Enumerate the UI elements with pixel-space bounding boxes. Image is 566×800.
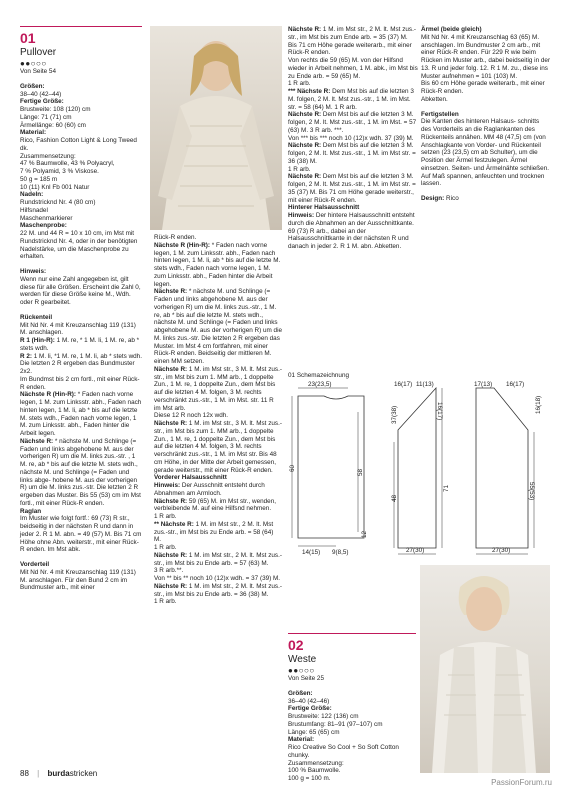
material-heading: Material: (288, 736, 315, 744)
text-a: Rück-R enden. (154, 234, 197, 241)
front-text: Mit Nd Nr. 4 mit Kreuzanschlag 119 (131) M. anschlagen. Für den Bund 2 cm im Bundmuster arb., mit einer (20, 568, 136, 592)
difficulty-rating: ●●○○○ (20, 59, 47, 68)
back-text: Mit Nd Nr. 4 mit Kreuzanschlag 119 (131) M. anschlagen. (20, 321, 136, 337)
sizes-heading: Größen: (20, 82, 45, 90)
row1-label: R 1 (Hin-R): (20, 337, 55, 344)
page-number: 88 (20, 769, 29, 778)
sizes-heading: Größen: (288, 689, 313, 697)
material-heading: Material: (20, 129, 47, 137)
next-row-label: Nächste R (Hin-R): (20, 391, 77, 399)
material-text: Rico, Fashion Cotton Light & Long Tweed dk. Zusammensetzung: 47 % Baumwolle, 43 % Polyacryl, 7 % Polyamid, 3 % Viskose. 50 g = 185 m 10 (11) Knl Fb 001 Natur (20, 137, 137, 191)
sleeve-bottom-label: 27(30) (492, 547, 511, 554)
next-row2-text: * nächste M. und Schlinge (= Faden und links abgehobene M. aus der vorherigen R) um die M. links zus.-str. , 1 M. re, ab * bis auf die letzte M. stets wdh., nächste M. und Schlinge (= Faden und links abge- hobene M. aus der vorherigen R) um die M. links zus.-str. Die letzten 2 R ergeben das Muster. Bis 55 (53) cm im Mst fortl., mit einer Rück-R enden. (20, 437, 141, 507)
text-i: 1 M. im Mst str., 2 M. lt. Mst zus.-str., im Mst bis zu Ende arb. = 36 (38) M. 1 R arb. (154, 582, 282, 606)
hint-text: Wenn nur eine Zahl angegeben ist, gilt diese für alle Größen. Erscheint die Zahl 0, werden für diese Größe keine M., Wdh. oder R gearbeitet. (20, 275, 141, 306)
text-f: 59 (65) M. im Mst str., wenden, verbleibende M. auf eine Hilfsnd nehmen. 1 R arb. (154, 497, 276, 520)
label-e: Nächste R: (288, 173, 322, 181)
design-label: Design: (421, 195, 445, 202)
back-neck-hint-text: Der hintere Halsausschnitt entsteht durch die Abnahmen an der Ausschnittkante. 69 (73) R arb., dabei an der Halsausschnittkante in der nächsten R und danach in jeder 2. R 1 M. abn. Abketten. (288, 212, 415, 250)
back-inner-label: 58 (357, 468, 364, 476)
brand-name: burda (47, 769, 70, 778)
pattern-02-column (288, 633, 416, 783)
pattern-number: 02 (288, 637, 304, 653)
front-h-label: 48 (391, 494, 398, 502)
back-height-label: 60 (289, 464, 296, 472)
neck-hint-text: Der Ausschnitt entsteht durch Abnahmen am Armloch. (154, 482, 265, 497)
front-bottom-label: 27(30) (406, 547, 425, 554)
back-bottom2-label: 9(8,5) (332, 549, 349, 556)
section-rule (288, 633, 416, 634)
watermark: PassionForum.ru (491, 778, 552, 787)
text-c: * nächste M. und Schlinge (= Faden und links abgehobene M. aus der vorherigen R) um die M. links zus.-str., 1 M. re, ab * bis auf die letzte M. stets wdh., nächste M. und Schlinge (= Faden und links abgehobene M. aus der vorherigen R) um die M. links zus.-str. Die letzten 2 R ergeben das Muster. Im Mst 4 cm fortfahren, mit einer Rück-R enden. Beidseitig der mittleren M. einen MM setzen. (154, 288, 283, 365)
schematic-drawing (288, 372, 550, 560)
next-row2-label: Nächste R: (20, 437, 54, 445)
pattern-title: Pullover (20, 47, 57, 58)
back-heading: Rückenteil (20, 313, 53, 321)
pattern-01-column (20, 26, 142, 592)
label-i: Nächste R: (154, 582, 188, 590)
pattern-title: Weste (288, 654, 317, 665)
needles-text: Rundstricknd Nr. 4 (80 cm) Hilfsnadel Maschenmarkierer (20, 199, 96, 222)
page-reference: Von Seite 25 (288, 675, 324, 682)
label-d: Nächste R: (154, 365, 188, 373)
pullover-photo (150, 26, 282, 230)
text-e: Dem Mst bis auf die letzten 3 M. folgen, 2 M. lt. Mst zus.-str., 1 M. im Mst str. = 35 (37) M. Bis 71 cm Höhe gerade weiterstr., mit einer Rück-R enden. (288, 173, 416, 204)
label-f: Nächste R: (154, 497, 188, 505)
finishing-text: Die Kanten des hinteren Halsaus- schnitts des Vorderteils an die Raglankanten des Rückenteils annähen. MM 48 (47,5) cm (von Anschlagkante von Vorder- und Rückenteil setzen (23 (23,5) cm ab Schulter), um die Position der Ärmel festzulegen. Ärmel einsetzen. Seiten- und Ärmelnähte schließen. Auf Maß spannen, anfeuchten und trocknen lassen. (421, 118, 550, 188)
pattern-01-column-3 (288, 26, 418, 251)
front-top1-label: 16(17) (394, 381, 413, 388)
next-row-text: * Faden nach vorne legen, 1 M. zum Linksstr. abh., Faden nach hinten legen, 1 M. li, ab * bis auf die letzte M. stets wdh., Faden nach vorne legen, 1 M. zum Linksstr. abh., Faden hinter die Arbeit legen. (20, 391, 142, 437)
front-piece-outline (398, 388, 436, 548)
raglan-text: Im Muster wie folgt fortf.: 69 (73) R str., beidseitig in der nächsten R und dann in jeder 2. R 1 M. abn. = 49 (57) M. Bis 71 cm Höhe ohne Abn. weiterstr., mit einer Rück-R enden. Im Mst abk. (20, 515, 142, 554)
text-d: Dem Mst bis auf die letzten 3 M. folgen, 2 M. lt. Mst zus.-str., 1 M. im Mst str. = 36 (38) M. 1 R arb. (288, 142, 416, 173)
front-side-label: 16(17) (436, 402, 443, 421)
label-c: Nächste R: (154, 288, 188, 296)
text-b: Dem Mst bis auf die letzten 3 M. folgen, 2 M. lt. Mst zus.-str., 1 M. im Mst. str. = 58 (64) M. 1 R arb. (288, 88, 414, 111)
text-h: 1 M. im Mst str., 2 M. lt. Mst zus.-str., im Mst bis zu Ende arb. = 57 (63) M. 3 R arb.**. Von ** bis ** noch 10 (12)x wdh. = 37 (39) M. (154, 551, 282, 582)
back-neck-heading: Hinterer Halsausschnitt (288, 204, 360, 212)
text-a: 1 M. im Mst str., 2 M. lt. Mst zus.-str., im Mst bis zum Ende arb. = 35 (37) M. Bis 71 cm Höhe gerade weiterarb., mit einer Rück-R enden. Von rechts die 59 (65) M. von der Hilfsnd wieder in Arbeit nehmen, 1 M. abk., im Mst bis zu Ende arb. = 59 (65) M. 1 R arb. (288, 26, 418, 88)
finished-size-text: Brustweite: 108 (120) cm Länge: 71 (71) cm Ärmellänge: 60 (60) cm (20, 106, 91, 129)
brand-suffix: stricken (69, 769, 98, 778)
sleeve-side-label: 16(18) (535, 395, 542, 414)
finished-size-heading: Fertige Größe: (288, 705, 332, 713)
model-illustration (150, 26, 282, 230)
pattern-01-column-4 (421, 26, 551, 203)
pattern-number: 01 (20, 30, 36, 46)
row2-label: R 2: (20, 352, 32, 360)
section-rule (20, 26, 142, 27)
back-bottom1-label: 14(15) (302, 549, 321, 556)
front-neck-heading: Vorderer Halsausschnitt (154, 474, 227, 482)
label-c: Nächste R: (288, 111, 322, 119)
neck-hint-label: Hinweis: (154, 482, 181, 489)
label-e: Nächste R: (154, 420, 188, 427)
pattern-01-column-2 (154, 234, 282, 606)
front-top2-label: 11(13) (416, 381, 434, 388)
back-small-label: 12 (361, 530, 368, 538)
text-e: 1 M. im Mst str., 3 M. lt. Mst zus.-str., im Mst bis zum 1. MM arb., 1 doppelte Zun., 1 M. re, 1 doppelte Zun., dem Mst bis auf die letzten 4 M. folgen, 3 M. rechts verschränkt zus.-str., 1 M. im Mst str. Bis 48 cm Höhe, in der Mitte der Arbeit gemessen, gerade weiterstr., mit einer Rück-R enden. (154, 420, 282, 474)
gauge-heading: Maschenprobe: (20, 222, 67, 230)
back-piece-outline (298, 396, 364, 538)
label-g: ** Nächste R: (154, 520, 194, 528)
front-raglan-label: 37(38) (391, 405, 398, 424)
row1-text: 1 M. re, * 1 M. li, 1 M. re, ab * stets wdh. (20, 337, 140, 352)
model-illustration (420, 565, 550, 773)
label-b: *** Nächste R: (288, 88, 331, 95)
difficulty-rating: ●●○○○ (288, 666, 315, 675)
material-text: Rico Creative So Cool + So Soft Cotton chunky. Zusammensetzung: 100 % Baumwolle. 100 g = 100 m. (288, 744, 399, 782)
schematic-title: 01 Schemazeichnung (288, 372, 350, 379)
sleeve-text: Mit Nd Nr. 4 mit Kreuzanschlag 63 (65) M. anschlagen. Im Bundmuster 2 cm arb., mit einer Rück-R enden. Für 229 R wie beim Rücken im Muster arb., dabei beidseitig in der 13. R und jeder folg. 12. R 1 M. zu., diese ins Muster aufnehmen = 101 (103) M. Bis 60 cm Höhe gerade weiterarb., mit einer Rück-R enden. Abketten. (421, 33, 551, 103)
front-heading: Vorderteil (20, 561, 50, 568)
sleeve-h-label: 55(53) (528, 482, 535, 501)
sleeve-top1-label: 17(13) (474, 381, 493, 388)
label-d: Nächste R: (288, 142, 322, 150)
back-neck-hint-label: Hinweis: (288, 212, 315, 219)
front-h2-label: 71 (443, 484, 450, 492)
sleeve-heading: Ärmel (beide gleich) (421, 26, 482, 33)
needles-heading: Nadeln: (20, 191, 44, 199)
back-width-label: 23(23,5) (308, 381, 332, 388)
label-a: Nächste R: (288, 26, 322, 33)
sizes-text: 38–40 (42–44) (20, 90, 62, 98)
text-b: * Faden nach vorne legen, 1 M. zum Linksstr. abh., Faden nach hinten legen, 1 M. li, ab * bis auf die letzte M. stets wdh., Faden nach vorne legen, 1 M. zum Linksstr. abh., Faden hinter die Arbeit legen. (154, 241, 281, 288)
page-footer: 88 | burdastricken (20, 769, 98, 778)
row2-text: 1 M. li, *1 M. re, 1 M. li, ab * stets wdh. Die letzten 2 R ergeben das Bundmuster 2x2. Im Bundmst bis 2 cm fortl., mit einer Rück-R enden. (20, 352, 142, 391)
text-d: 1 M. im Mst str., 3 M. lt. Mst zus.-str., im Mst bis zum 1. MM arb., 1 doppelte Zun., 1 M. re, 1 doppelte Zun., dem Mst bis auf die letzten 4 M. folgen, 3 M. rechts verschränkt zus.-str., 1 M. im Mst. str. 11 R im Mst arb. Diese 12 R noch 12x wdh. (154, 365, 282, 420)
sizes-text: 36–40 (42–46) (288, 697, 330, 705)
finished-size-heading: Fertige Größe: (20, 98, 64, 106)
label-h: Nächste R: (154, 551, 188, 559)
page-reference: Von Seite 54 (20, 68, 56, 75)
finished-size-text: Brustweite: 122 (136) cm Brustumfang: 81–91 (97–107) cm Länge: 65 (65) cm (288, 713, 383, 736)
text-g: 1 M. im Mst str., 2 M. lt. Mst zus.-str., im Mst bis zu Ende arb. = 58 (64) M. 1 R arb. (154, 520, 274, 551)
sleeve-top2-label: 16(17) (506, 381, 525, 388)
gauge-text: 22 M. und 44 R = 10 x 10 cm, im Mst mit Rundstricknd Nr. 4, oder in der benötigten Nadelstärke, um die Maschenprobe zu erhalten. (20, 230, 138, 261)
finishing-heading: Fertigstellen (421, 110, 459, 118)
raglan-heading: Raglan (20, 507, 42, 515)
vest-photo (420, 565, 550, 773)
sleeve-piece-outline (476, 388, 528, 548)
hint-heading: Hinweis: (20, 268, 47, 275)
design-text: Rico (444, 195, 459, 202)
text-c: Dem Mst bis auf die letzten 3 M. folgen, 2 M. lt. Mst zus.-str., 1 M. im Mst. = 57 (63) M. 3 R arb. ***. Von *** bis *** noch 10 (12)x wdh. 37 (39) M. (288, 111, 417, 142)
label-b: Nächste R (Hin-R): (154, 241, 211, 249)
